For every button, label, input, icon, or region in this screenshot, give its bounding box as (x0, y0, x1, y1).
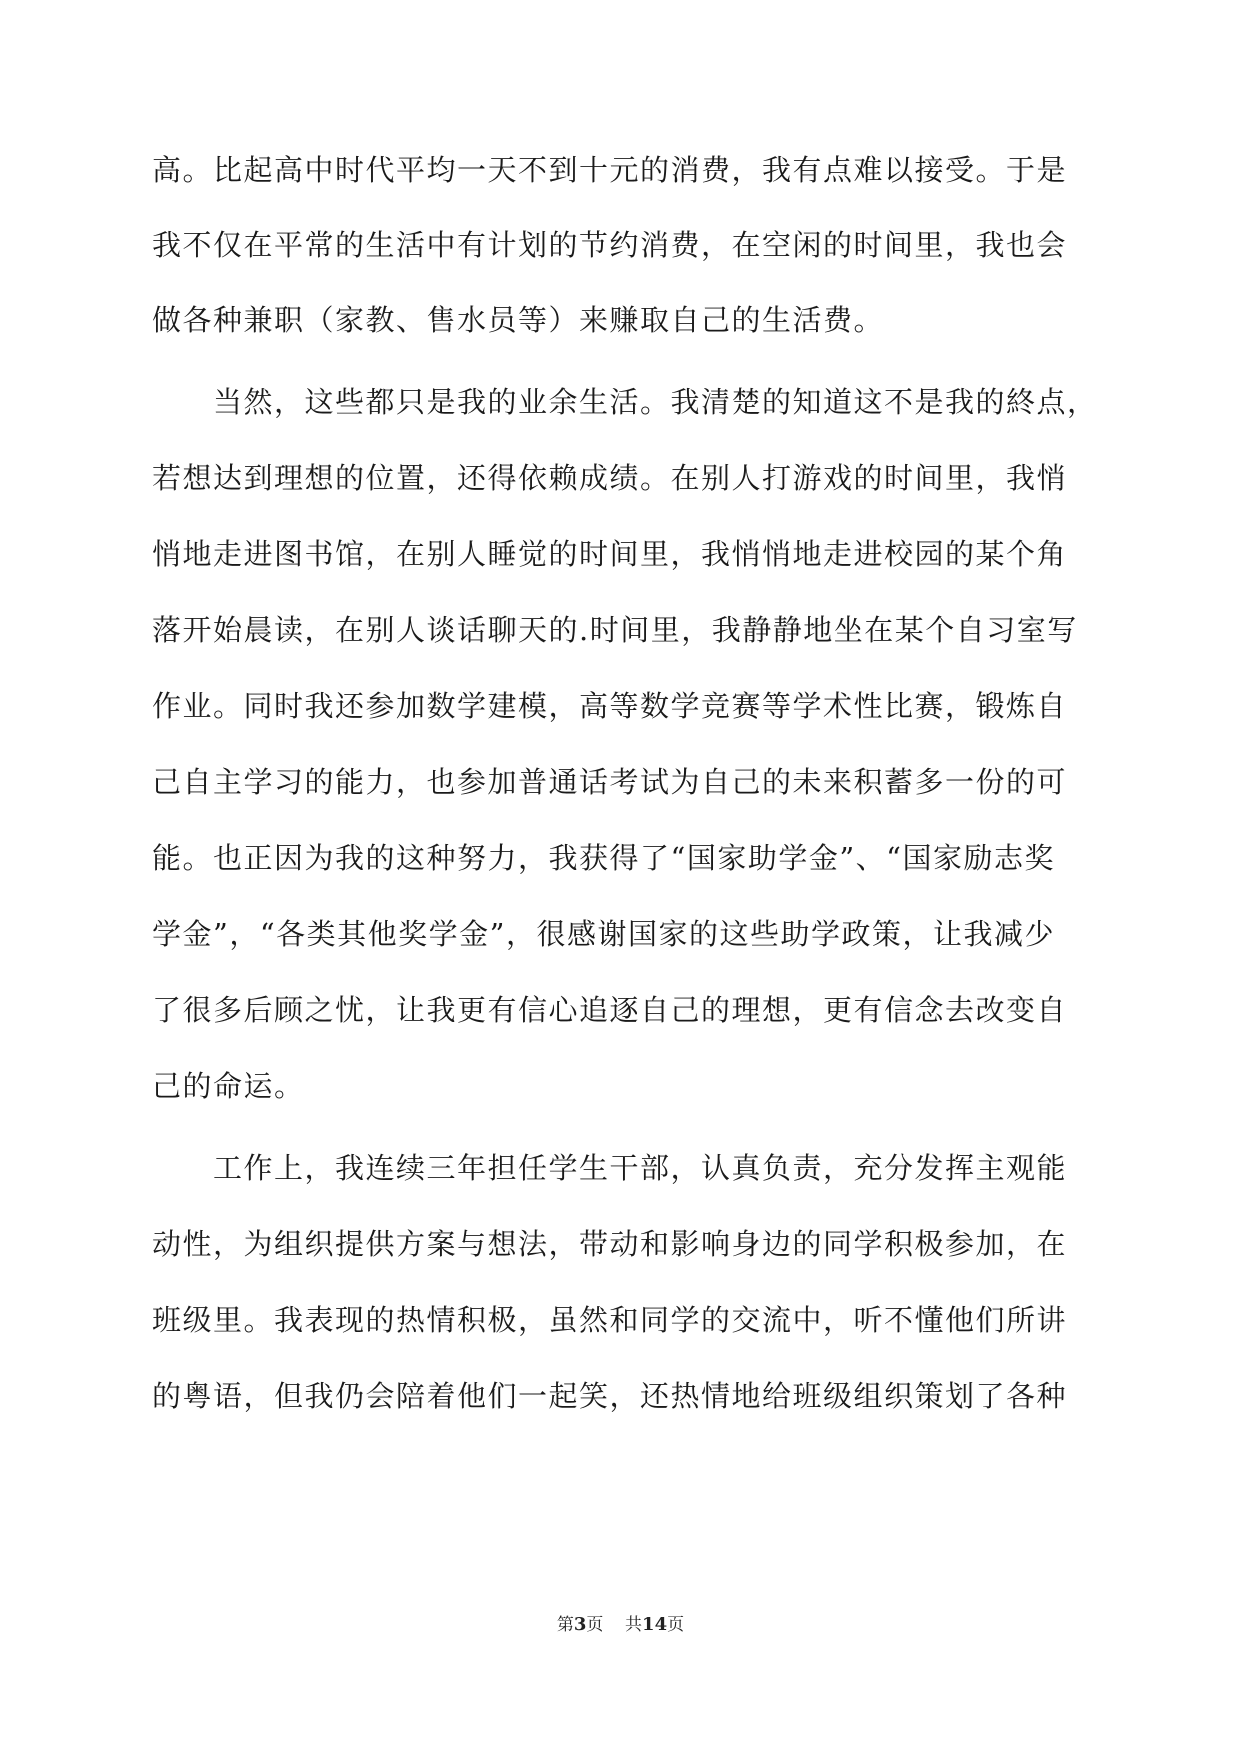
text-line: 高。比起高中时代平均一天不到十元的消费，我有点难以接受。于是 (152, 153, 1068, 187)
page-footer (0, 1613, 1241, 1637)
text-line: 工作上，我连续三年担任学生干部，认真负责，充分发挥主观能 (152, 1151, 1068, 1185)
text-line: 悄地走进图书馆，在别人睡觉的时间里，我悄悄地走进校园的某个角 (152, 537, 1068, 571)
text-line: 了很多后顾之忧，让我更有信心追逐自己的理想，更有信念去改变自 (152, 993, 1068, 1027)
text-line: 己的命运。 (152, 1069, 305, 1103)
page-number: 3 (573, 1614, 587, 1635)
text-line: 班级里。我表现的热情积极，虽然和同学的交流中，听不懂他们所讲 (152, 1303, 1068, 1337)
text-line: 学金”，“各类其他奖学金”，很感谢国家的这些助学政策，让我减少 (152, 917, 1055, 951)
text-line: 做各种兼职（家教、售水员等）来赚取自己的生活费。 (152, 303, 885, 337)
page-prefix: 第 (556, 1615, 574, 1635)
text-line: 若想达到理想的位置，还得依赖成绩。在别人打游戏的时间里，我悄 (152, 461, 1068, 495)
text-line: 己自主学习的能力，也参加普通话考试为自己的未来积蓄多一份的可 (152, 765, 1068, 799)
total-prefix: 共 (625, 1615, 643, 1635)
total-suffix: 页 (667, 1615, 685, 1635)
total-pages: 14 (642, 1614, 668, 1635)
text-line: 落开始晨读，在别人谈话聊天的.时间里，我静静地坐在某个自习室写 (152, 613, 1078, 647)
page-suffix: 页 (586, 1615, 604, 1635)
text-line: 能。也正因为我的这种努力，我获得了“国家助学金”、“国家励志奖 (152, 841, 1055, 875)
text-line: 动性，为组织提供方案与想法，带动和影响身边的同学积极参加，在 (152, 1227, 1068, 1261)
text-line: 当然，这些都只是我的业余生活。我清楚的知道这不是我的終点， (152, 385, 1098, 419)
text-line: 的粤语，但我仍会陪着他们一起笑，还热情地给班级组织策划了各种 (152, 1379, 1068, 1413)
text-line: 作业。同时我还参加数学建模，高等数学竞赛等学术性比赛，锻炼自 (152, 689, 1068, 723)
text-line: 我不仅在平常的生活中有计划的节约消费，在空闲的时间里，我也会 (152, 228, 1068, 262)
